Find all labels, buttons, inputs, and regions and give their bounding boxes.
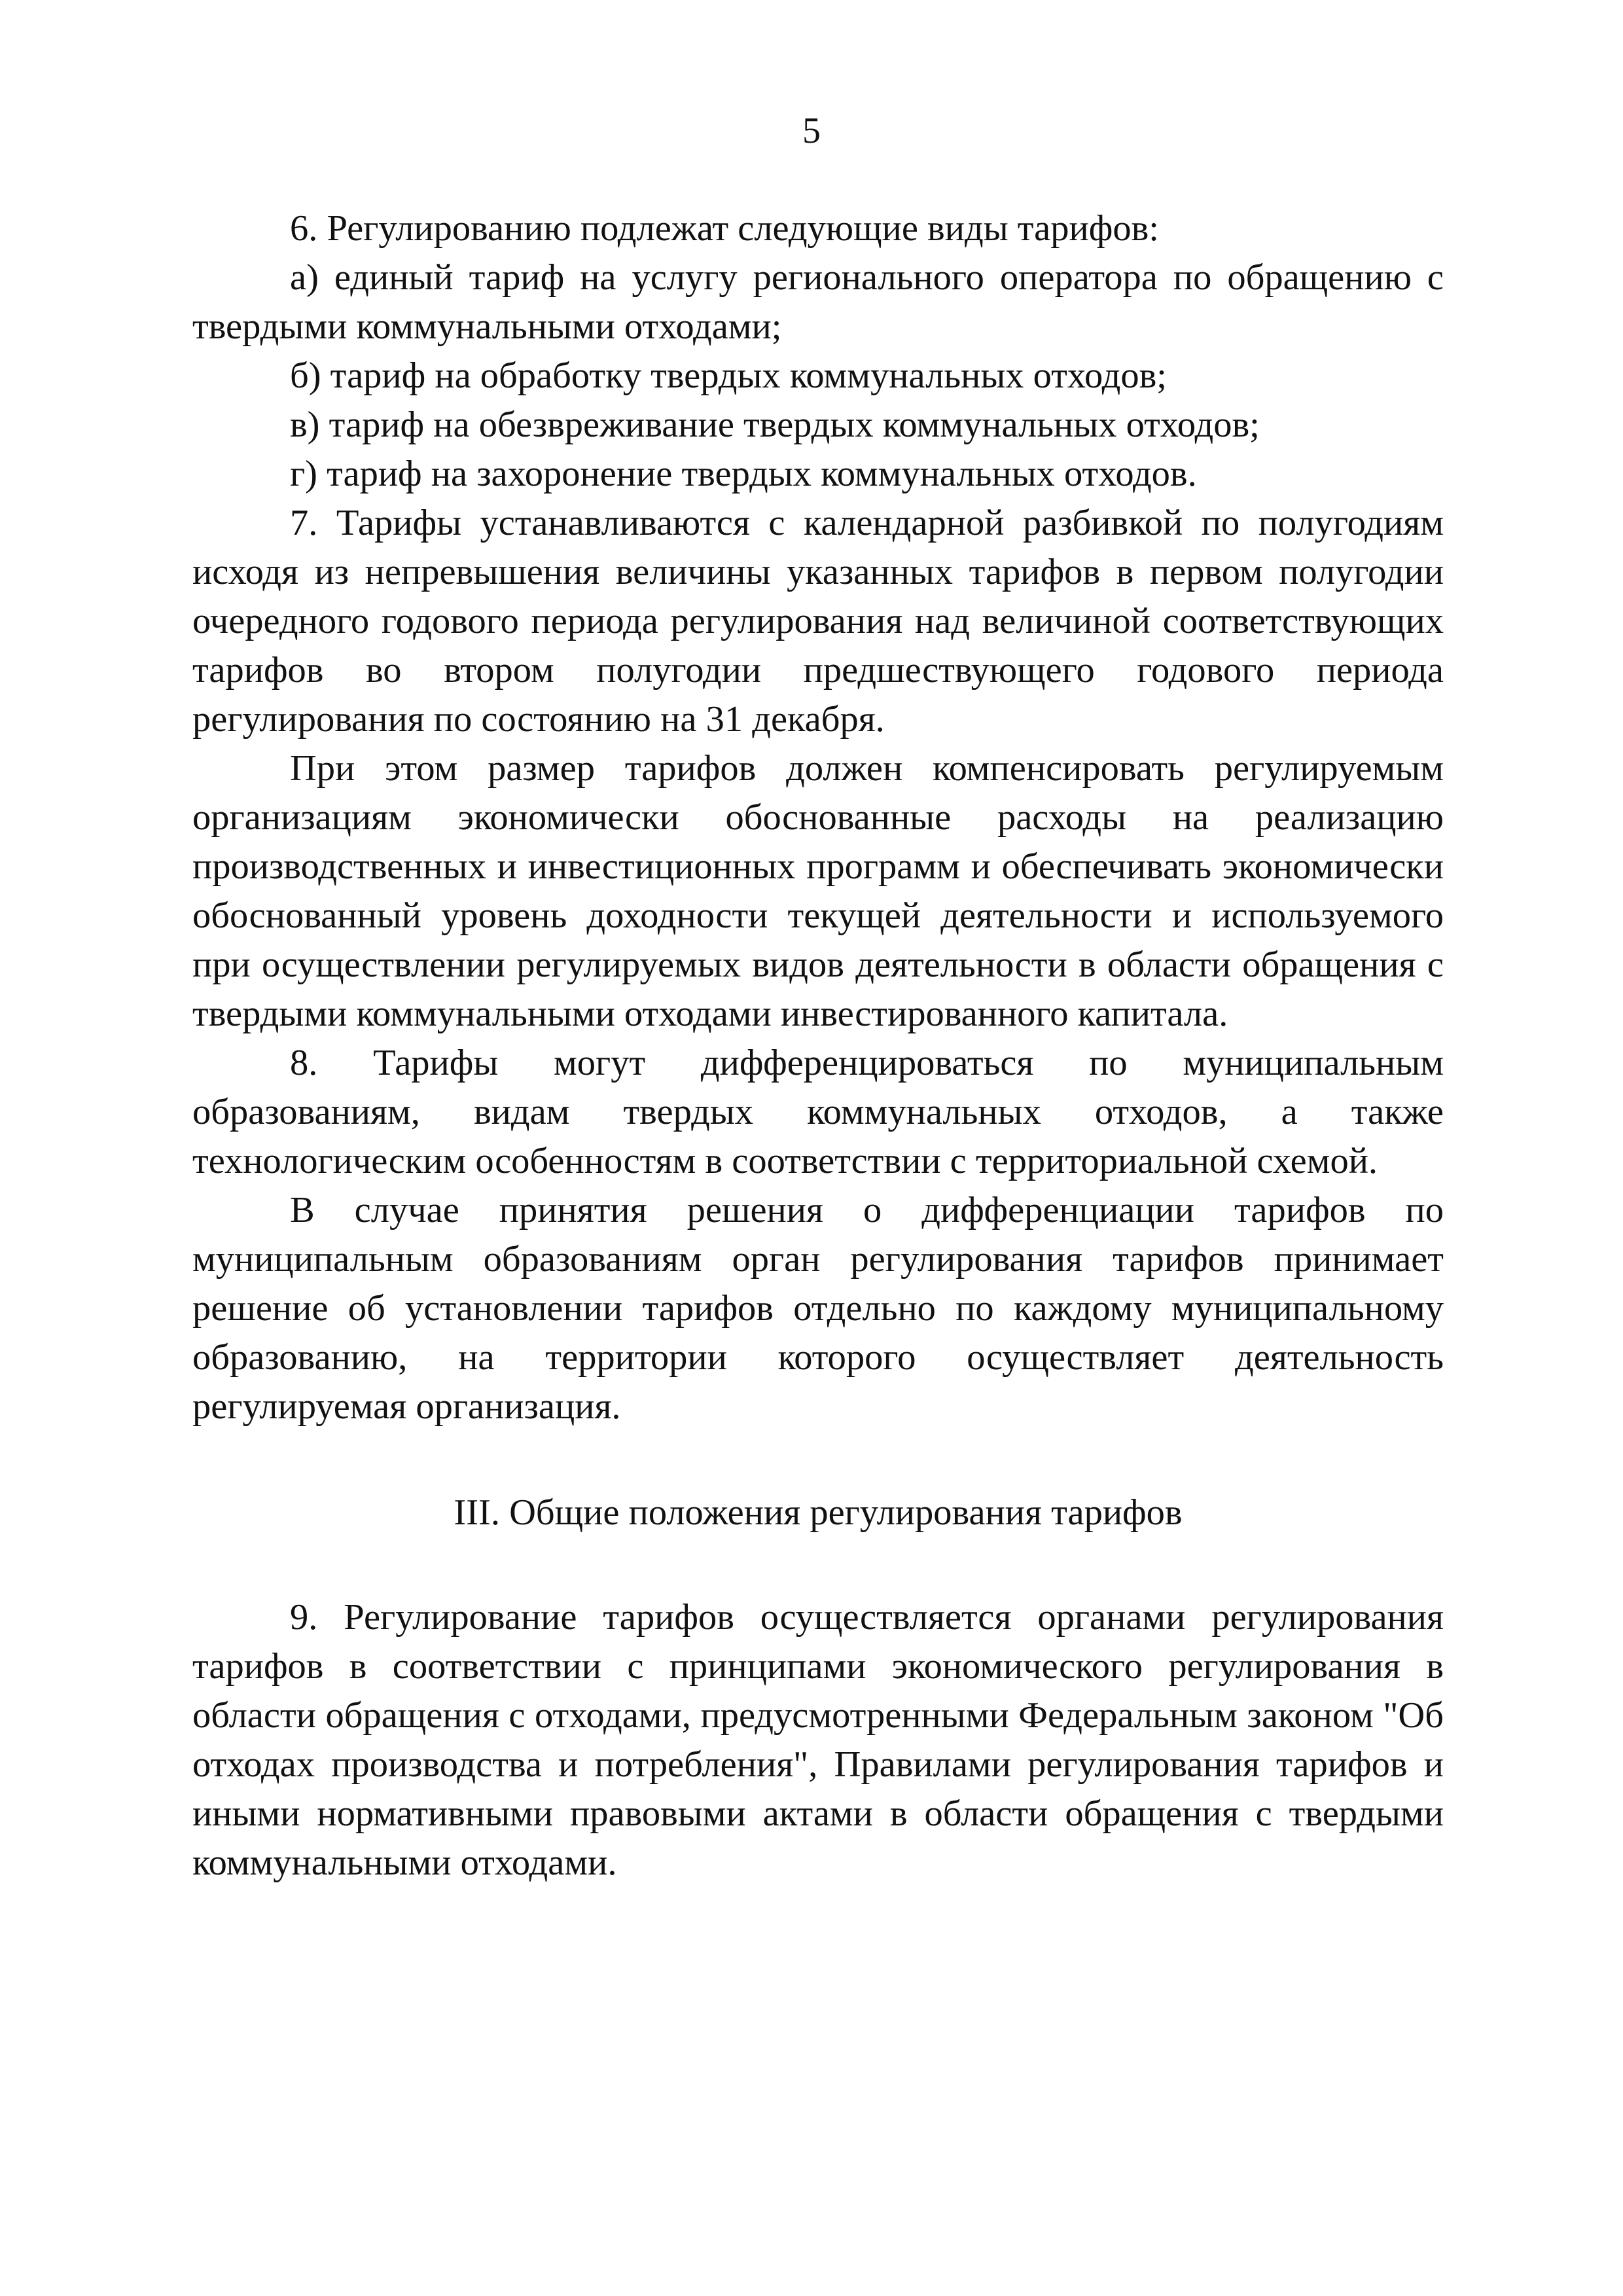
paragraph-8: 8. Тарифы могут дифференцироваться по муниципальным образованиям, видам твердых коммунальных отходов, а также технологическим особенностям в соответствии с территориальной схемой. <box>192 1043 1444 1181</box>
paragraph-8-continuation: В случае принятия решения о дифференциации тарифов по муниципальным образованиям орган регулирования тарифов принимает решение об установлении тарифов отдельно по каждому муниципальному образованию, на территории которого осуществляет деятельность регулируемая организация. <box>192 1190 1444 1427</box>
paragraph-6v: в) тариф на обезвреживание твердых коммунальных отходов; <box>290 404 1260 445</box>
page-number: 5 <box>802 111 821 151</box>
paragraph-6g: г) тариф на захоронение твердых коммунальных отходов. <box>290 454 1197 494</box>
paragraph-7-continuation: При этом размер тарифов должен компенсировать регулируемым организациям экономически обоснованные расходы на реализацию производственных и инвестиционных программ и обеспечивать экономически обоснованный уровень доходности текущей деятельности и используемого при осуществлении регулируемых видов деятельности в области обращения с твердыми коммунальными отходами инвестированного капитала. <box>192 748 1444 1034</box>
paragraph-6a: а) единый тариф на услугу регионального оператора по обращению с твердыми коммунальными отходами; <box>192 257 1444 347</box>
paragraph-6: 6. Регулированию подлежат следующие виды тарифов: <box>290 208 1159 249</box>
paragraph-7: 7. Тарифы устанавливаются с календарной разбивкой по полугодиям исходя из непревышения величины указанных тарифов в первом полугодии очередного годового периода регулирования над величиной соответствующих тарифов во втором полугодии предшествующего годового периода регулирования по состоянию на 31 декабря. <box>192 503 1444 740</box>
paragraph-6b: б) тариф на обработку твердых коммунальных отходов; <box>290 355 1167 396</box>
document-body <box>192 204 1444 1888</box>
section-heading: III. Общие положения регулирования тарифов <box>454 1492 1183 1533</box>
paragraph-9: 9. Регулирование тарифов осуществляется органами регулирования тарифов в соответствии с принципами экономического регулирования в области обращения с отходами, предусмотренными Федеральным законом "Об отходах производства и потребления", Правилами регулирования тарифов и иными нормативными правовыми актами в области обращения с твердыми коммунальными отходами. <box>192 1597 1444 1883</box>
